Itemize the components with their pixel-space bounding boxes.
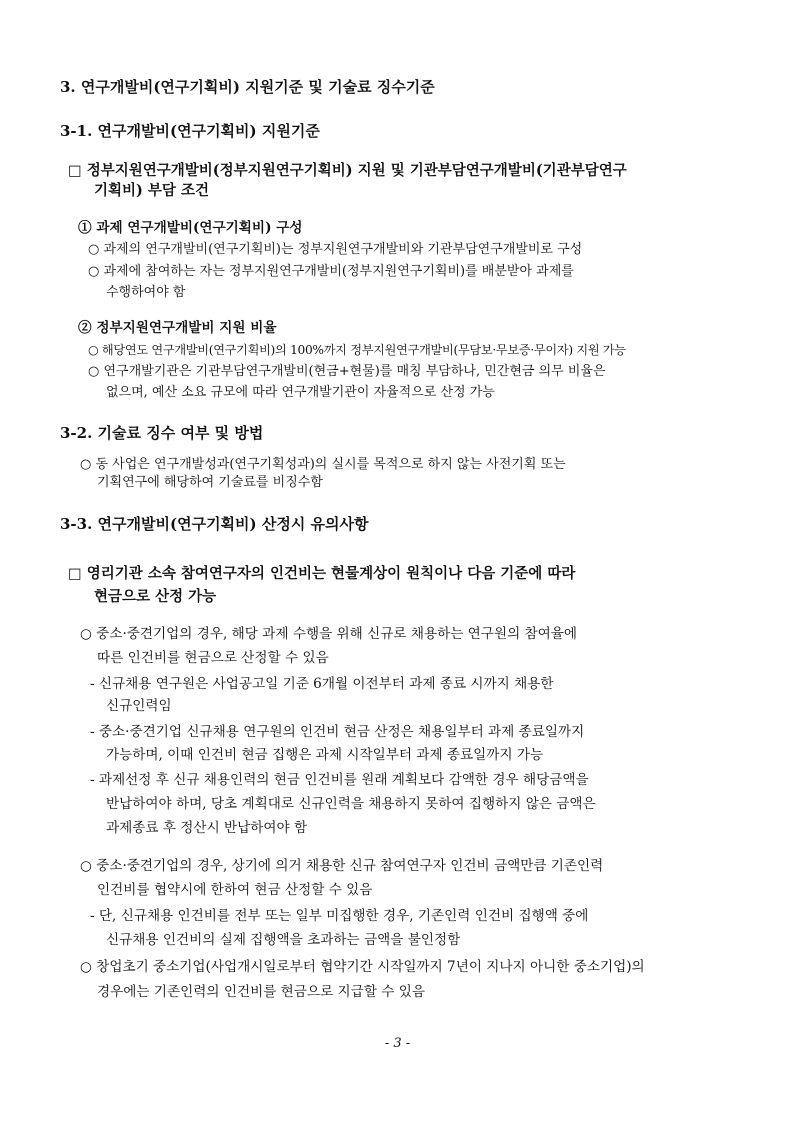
- box-item-line: 현금으로 산정 가능: [94, 588, 217, 605]
- bullet-line: ○ 과제에 참여하는 자는 정부지원연구개발비(정부지원연구기획비)를 배분받아 과제를: [88, 264, 574, 279]
- subsection-title: ① 과제 연구개발비(연구기획비) 구성: [78, 220, 303, 236]
- subsection-title: ② 정부지원연구개발비 지원 비율: [78, 320, 277, 336]
- dash-line-cont: 과제종료 후 정산시 반납하여야 함: [106, 820, 308, 836]
- page-number: - 3 -: [384, 1036, 411, 1051]
- section-3-2-title: 3-2. 기술료 징수 여부 및 방법: [60, 424, 264, 442]
- bullet-line: ○ 과제의 연구개발비(연구기획비)는 정부지원연구개발비와 기관부담연구개발비로 구성: [88, 242, 583, 257]
- bullet-line: ○ 동 사업은 연구개발성과(연구기획성과)의 실시를 목적으로 하지 않는 사전기획 또는: [80, 457, 566, 472]
- bullet-line-cont: 인건비를 협약시에 한하여 현금 산정할 수 있음: [97, 882, 373, 898]
- dash-line: - 과제선정 후 신규 채용인력의 현금 인건비를 원래 계획보다 감액한 경우 해당금액을: [90, 772, 589, 788]
- bullet-line: ○ 중소·중견기업의 경우, 해당 과제 수행을 위해 신규로 채용하는 연구원의 참여율에: [80, 626, 578, 642]
- main-heading: 3. 연구개발비(연구기획비) 지원기준 및 기술료 징수기준: [60, 78, 435, 96]
- bullet-line: ○ 연구개발기관은 기관부담연구개발비(현금+현물)를 매칭 부담하나, 민간현금 의무 비율은: [88, 364, 606, 379]
- dash-line: - 중소·중견기업 신규채용 연구원의 인건비 현금 산정은 채용일부터 과제 종료일까지: [90, 724, 585, 740]
- bullet-line-cont: 기획연구에 해당하여 기술료를 비징수함: [97, 475, 323, 490]
- section-3-3-title: 3-3. 연구개발비(연구기획비) 산정시 유의사항: [60, 515, 369, 533]
- box-item-line: 기획비) 부담 조건: [94, 182, 210, 199]
- bullet-line-cont: 경우에는 기존인력의 인건비를 현금으로 지급할 수 있음: [97, 984, 425, 1000]
- dash-line-cont: 신규인력임: [106, 698, 172, 714]
- bullet-line: ○ 창업초기 중소기업(사업개시일로부터 협약기간 시작일까지 7년이 지나지 아니한 중소기업)의: [80, 959, 645, 975]
- dash-line-cont: 가능하며, 이때 인건비 현금 집행은 과제 시작일부터 과제 종료일까지 가능: [106, 747, 544, 763]
- dash-line: - 단, 신규채용 인건비를 전부 또는 일부 미집행한 경우, 기존인력 인건비 집행액 중에: [90, 908, 589, 924]
- dash-line: - 신규채용 연구원은 사업공고일 기준 6개월 이전부터 과제 종료 시까지 채용한: [90, 676, 554, 692]
- dash-line-cont: 반납하여야 하며, 당초 계획대로 신규인력을 채용하지 못하여 집행하지 않은 금액은: [106, 796, 596, 812]
- bullet-line: ○ 중소·중견기업의 경우, 상기에 의거 채용한 신규 참여연구자 인건비 금액만큼 기존인력: [80, 858, 604, 874]
- bullet-line-cont: 따른 인건비를 현금으로 산정할 수 있음: [97, 650, 329, 666]
- section-3-1-title: 3-1. 연구개발비(연구기획비) 지원기준: [60, 122, 320, 140]
- bullet-line-cont: 수행하여야 함: [106, 285, 186, 300]
- dash-line-cont: 신규채용 인건비의 실제 집행액을 초과하는 금액을 불인정함: [106, 932, 461, 948]
- box-item-line: □ 정부지원연구개발비(정부지원연구기획비) 지원 및 기관부담연구개발비(기관부담연구: [68, 162, 627, 179]
- bullet-line: ○ 해당연도 연구개발비(연구기획비)의 100%까지 정부지원연구개발비(무담보·무보증·무이자) 지원 가능: [88, 343, 626, 357]
- box-item-line: □ 영리기관 소속 참여연구자의 인건비는 현물계상이 원칙이나 다음 기준에 따라: [68, 565, 576, 582]
- bullet-line-cont: 없으며, 예산 소요 규모에 따라 연구개발기관이 자율적으로 산정 가능: [106, 385, 495, 400]
